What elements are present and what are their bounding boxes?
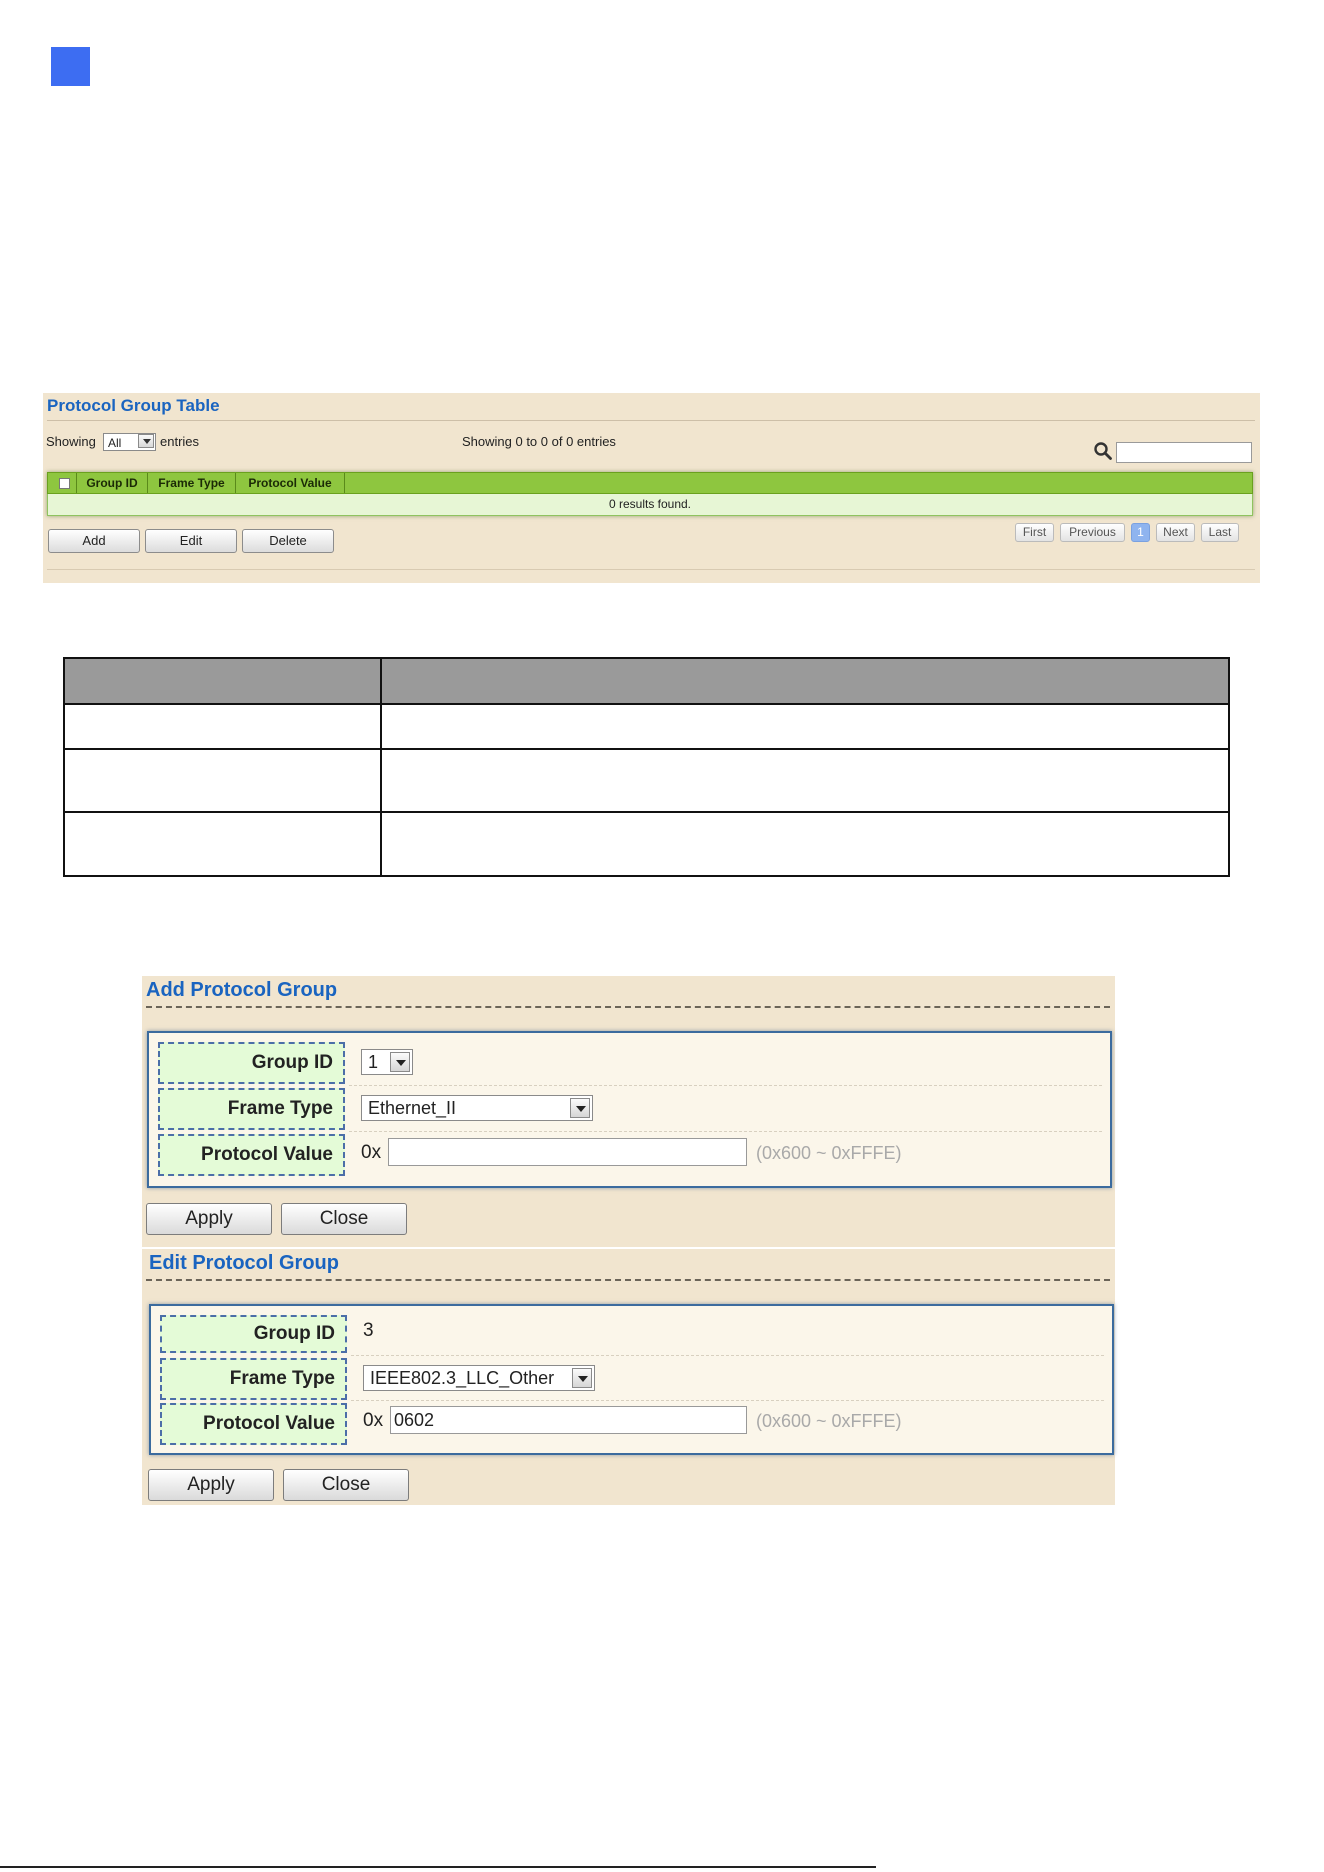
pagination-next[interactable]: Next xyxy=(1156,523,1195,542)
entries-select[interactable] xyxy=(103,433,156,453)
edit-protocol-group-panel xyxy=(142,1249,1115,1505)
pagination-last[interactable]: Last xyxy=(1201,523,1239,542)
protocol-value-hint: (0x600 ~ 0xFFFE) xyxy=(756,1143,902,1163)
label-protocol-value: Protocol Value xyxy=(160,1403,347,1445)
entries-summary: Showing 0 to 0 of 0 entries xyxy=(462,434,616,449)
apply-button[interactable]: Apply xyxy=(148,1469,274,1501)
delete-button[interactable]: Delete xyxy=(242,529,334,553)
label-group-id: Group ID xyxy=(160,1315,347,1353)
hex-prefix: 0x xyxy=(363,1410,384,1431)
select-all-checkbox[interactable] xyxy=(59,478,70,489)
blue-square-marker xyxy=(51,47,90,86)
protocol-value-input[interactable] xyxy=(388,1138,747,1166)
desc-cell xyxy=(64,749,381,812)
desc-header-description xyxy=(381,658,1229,704)
frame-type-select-value: Ethernet_II xyxy=(368,1098,457,1118)
group-id-select[interactable] xyxy=(361,1049,413,1075)
row-divider xyxy=(349,1131,1102,1132)
select-all-cell xyxy=(48,473,77,493)
add-form-box xyxy=(147,1031,1112,1188)
entries-select-value: All xyxy=(103,433,156,451)
column-frame-type[interactable]: Frame Type xyxy=(148,473,236,493)
showing-label: Showing xyxy=(46,434,96,449)
desc-cell xyxy=(381,812,1229,876)
close-button[interactable]: Close xyxy=(283,1469,409,1501)
row-divider xyxy=(351,1355,1104,1356)
title-divider xyxy=(146,1006,1110,1008)
add-form-title: Add Protocol Group xyxy=(146,979,338,1001)
label-frame-type: Frame Type xyxy=(160,1358,347,1400)
frame-type-select[interactable] xyxy=(361,1095,593,1121)
hex-prefix: 0x xyxy=(361,1142,382,1163)
footer-rule xyxy=(0,1866,876,1868)
pagination-previous[interactable]: Previous xyxy=(1060,523,1125,542)
label-group-id: Group ID xyxy=(158,1042,345,1084)
pagination-page-current[interactable]: 1 xyxy=(1131,523,1150,542)
divider xyxy=(47,420,1255,421)
description-table xyxy=(63,657,1230,877)
column-group-id[interactable]: Group ID xyxy=(77,473,148,493)
apply-button[interactable]: Apply xyxy=(146,1203,272,1235)
close-button[interactable]: Close xyxy=(281,1203,407,1235)
edit-form-title: Edit Protocol Group xyxy=(149,1252,339,1274)
add-button[interactable]: Add xyxy=(48,529,140,553)
group-id-value: 3 xyxy=(363,1320,374,1341)
chevron-down-icon[interactable] xyxy=(138,434,154,448)
protocol-value-hint: (0x600 ~ 0xFFFE) xyxy=(756,1411,902,1431)
frame-type-select-value: IEEE802.3_LLC_Other xyxy=(370,1368,555,1388)
edit-form-box xyxy=(149,1304,1114,1455)
empty-results-row: 0 results found. xyxy=(47,494,1253,516)
title-divider xyxy=(146,1279,1110,1281)
desc-cell xyxy=(381,704,1229,749)
add-protocol-group-panel xyxy=(142,976,1115,1247)
search-input[interactable] xyxy=(1116,442,1252,463)
desc-cell xyxy=(64,704,381,749)
divider-bottom xyxy=(47,569,1255,570)
chevron-down-icon[interactable] xyxy=(390,1052,410,1072)
column-protocol-value[interactable]: Protocol Value xyxy=(236,473,345,493)
row-divider xyxy=(349,1085,1102,1086)
group-id-select-value: 1 xyxy=(368,1052,379,1072)
panel-title: Protocol Group Table xyxy=(47,396,220,415)
row-divider xyxy=(351,1400,1104,1401)
label-protocol-value: Protocol Value xyxy=(158,1134,345,1176)
chevron-down-icon[interactable] xyxy=(570,1098,590,1118)
edit-button[interactable]: Edit xyxy=(145,529,237,553)
desc-header-object xyxy=(64,658,381,704)
entries-label: entries xyxy=(160,434,200,449)
frame-type-select[interactable] xyxy=(363,1365,595,1391)
protocol-value-input[interactable]: 0602 xyxy=(390,1406,747,1434)
search-icon xyxy=(1093,441,1113,461)
chevron-down-icon[interactable] xyxy=(572,1368,592,1388)
pagination-first[interactable]: First xyxy=(1015,523,1054,542)
protocol-group-table-panel xyxy=(43,393,1260,583)
table-header xyxy=(47,472,1253,494)
label-frame-type: Frame Type xyxy=(158,1088,345,1130)
desc-cell xyxy=(64,812,381,876)
desc-cell xyxy=(381,749,1229,812)
